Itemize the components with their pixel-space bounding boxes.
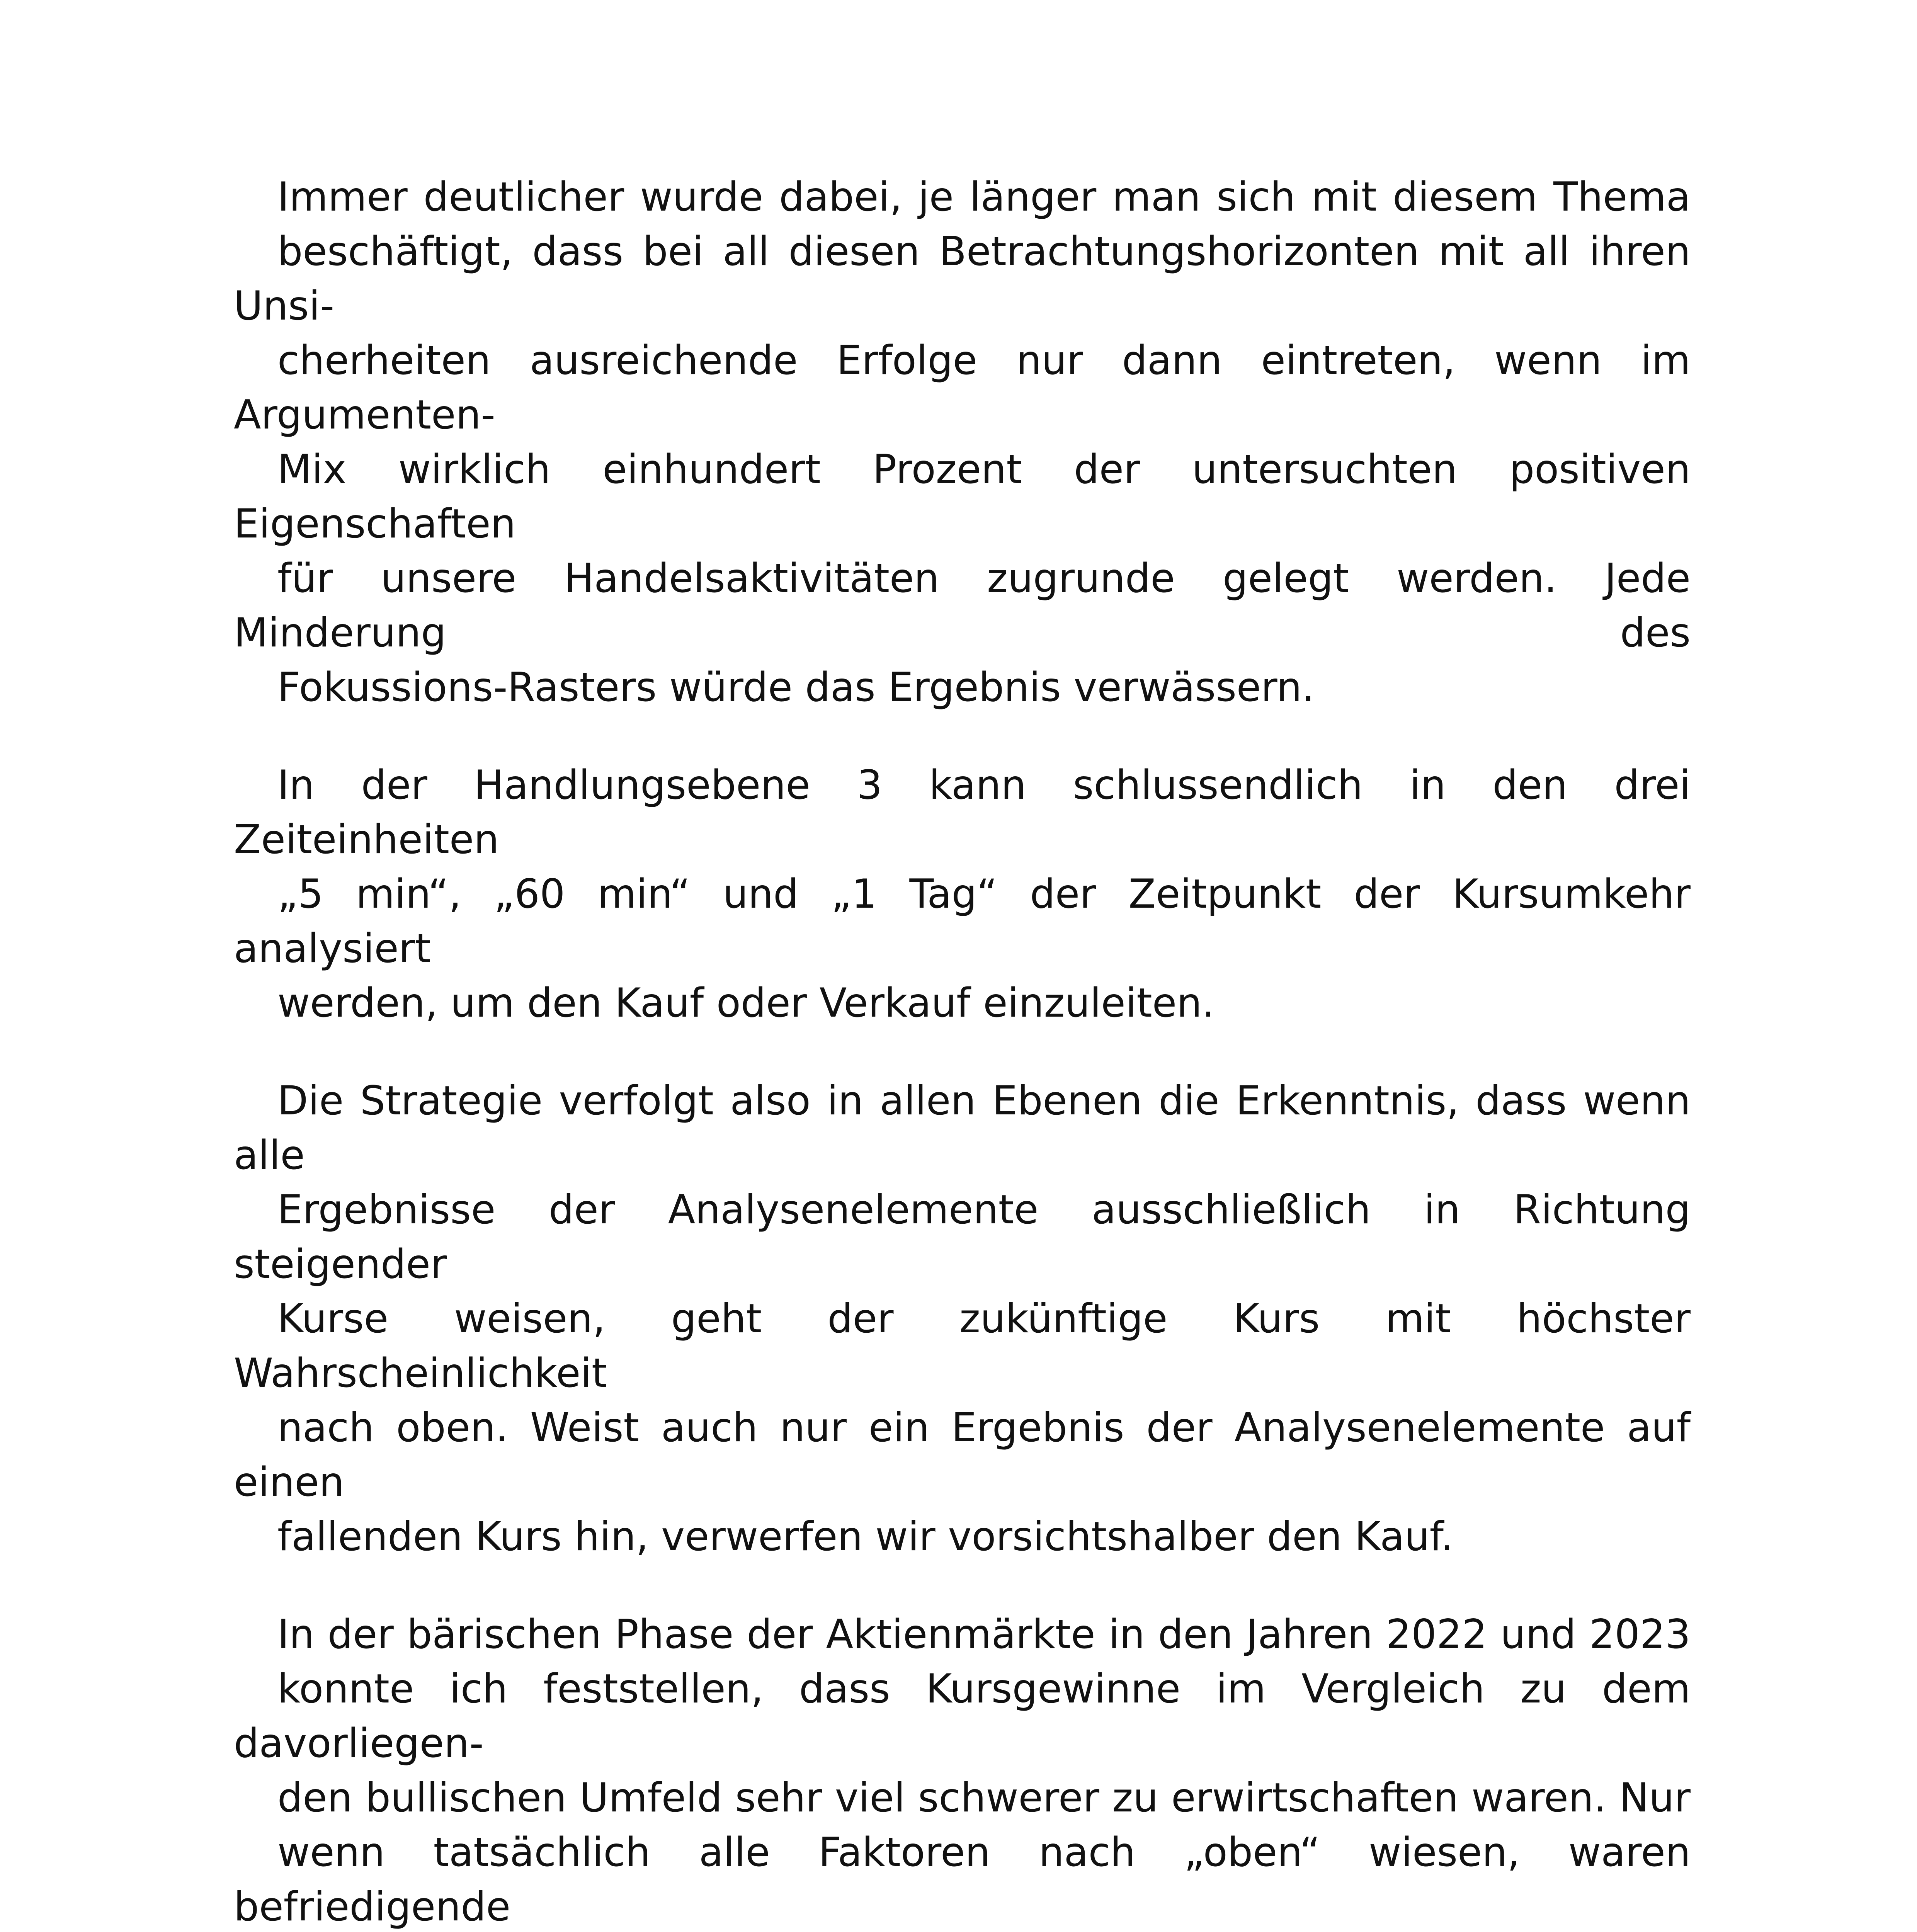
paragraph-1	[234, 170, 1691, 715]
paragraph-line: konnte ich feststellen, dass Kursgewinne im Vergleich zu dem davorliegen-	[234, 1666, 1691, 1767]
paragraph-2	[234, 758, 1691, 1031]
paragraph-line: wenn tatsächlich alle Faktoren nach „oben“ wiesen, waren befriedigende	[234, 1829, 1691, 1930]
paragraph-line: Die Strategie verfolgt also in allen Ebenen die Erkenntnis, dass wenn alle	[234, 1078, 1691, 1179]
paragraph-line: nach oben. Weist auch nur ein Ergebnis der Analysenelemente auf einen	[234, 1405, 1691, 1505]
paragraph-line: für unsere Handelsaktivitäten zugrunde gelegt werden. Jede Minderung des	[234, 555, 1691, 656]
paragraph-line: Mix wirklich einhundert Prozent der untersuchten positiven Eigenschaften	[234, 446, 1691, 547]
paragraph-line: cherheiten ausreichende Erfolge nur dann eintreten, wenn im Argumenten-	[234, 337, 1691, 438]
paragraph-line: „5 min“, „60 min“ und „1 Tag“ der Zeitpunkt der Kursumkehr analysiert	[234, 871, 1691, 972]
paragraph-line: Fokussions-Rasters würde das Ergebnis verwässern.	[277, 664, 1315, 711]
paragraph-line: den bullischen Umfeld sehr viel schwerer zu erwirtschaften waren. Nur	[277, 1775, 1691, 1821]
page-body	[234, 170, 1691, 1932]
paragraph-line: Kurse weisen, geht der zukünftige Kurs mit höchster Wahrscheinlichkeit	[234, 1296, 1691, 1396]
paragraph-line: Ergebnisse der Analysenelemente ausschließlich in Richtung steigender	[234, 1187, 1691, 1287]
paragraph-line: fallenden Kurs hin, verwerfen wir vorsichtshalber den Kauf.	[277, 1514, 1454, 1560]
paragraph-line: beschäftigt, dass bei all diesen Betrachtungshorizonten mit all ihren Unsi-	[234, 228, 1691, 329]
paragraph-line: werden, um den Kauf oder Verkauf einzuleiten.	[277, 980, 1215, 1026]
paragraph-line: In der bärischen Phase der Aktienmärkte in den Jahren 2022 und 2023	[277, 1611, 1691, 1658]
paragraph-line: In der Handlungsebene 3 kann schlussendlich in den drei Zeiteinheiten	[234, 762, 1691, 863]
paragraph-3	[234, 1074, 1691, 1564]
paragraph-4	[234, 1607, 1691, 1932]
paragraph-line: Immer deutlicher wurde dabei, je länger man sich mit diesem Thema	[277, 174, 1691, 220]
